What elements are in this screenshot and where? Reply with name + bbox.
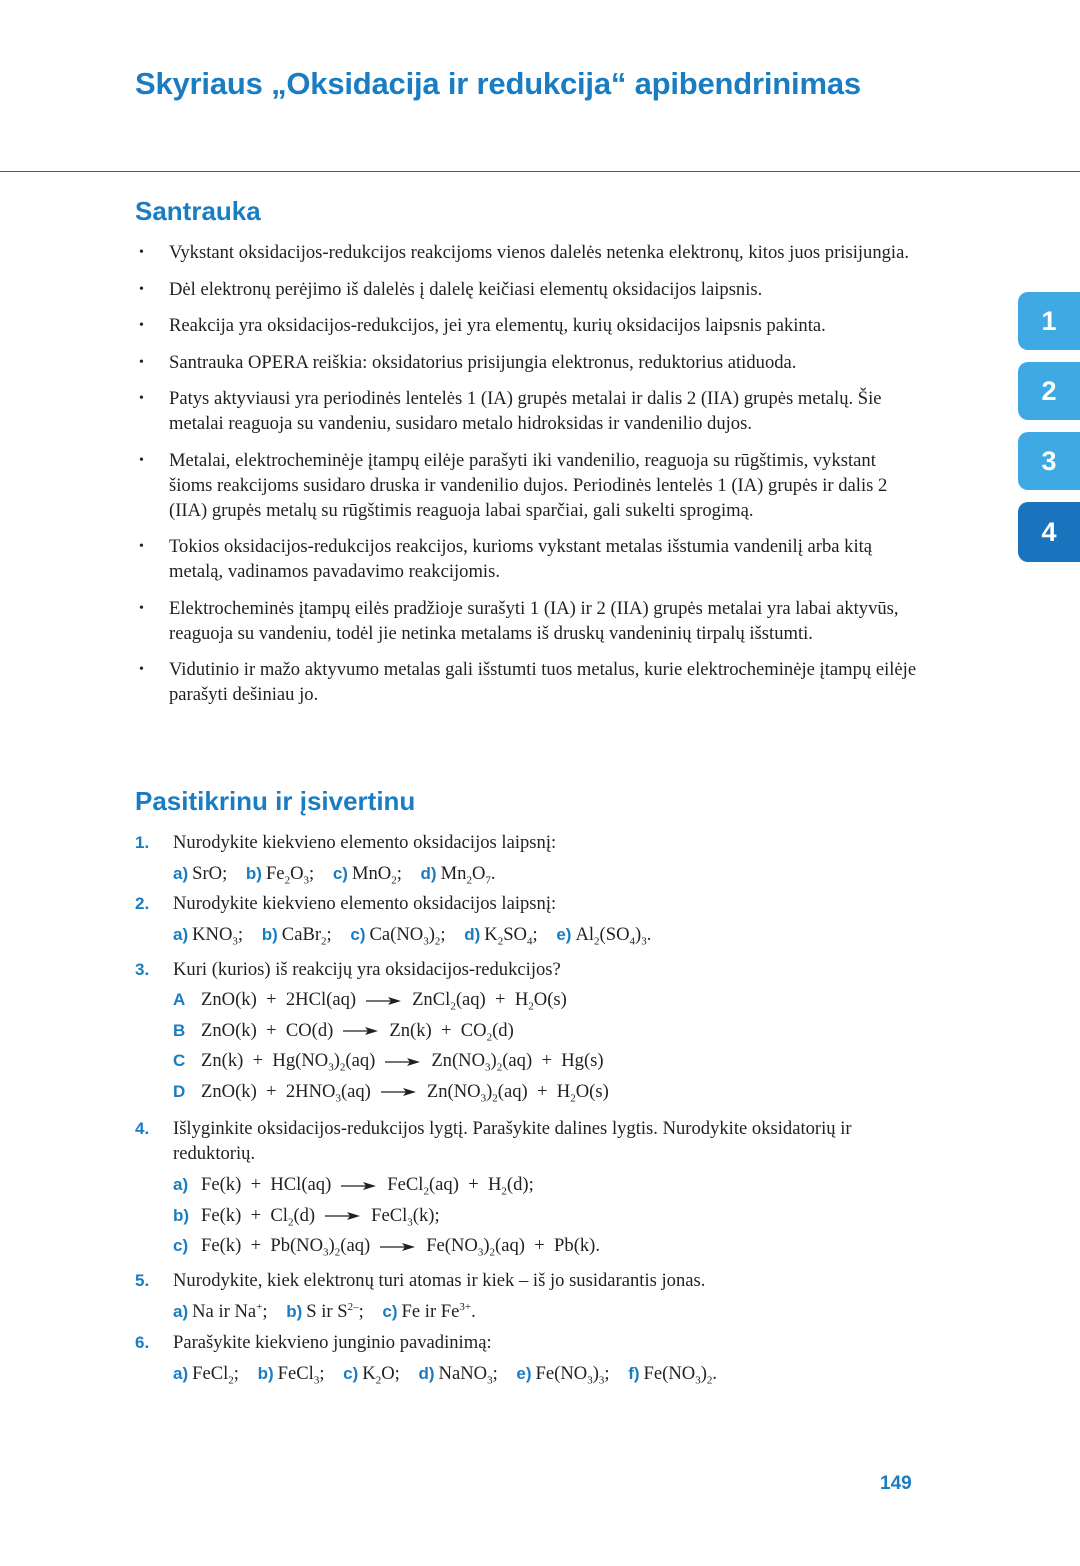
formula: S ir $S^{2-}$; <box>306 1300 364 1322</box>
equation-b <box>173 1203 925 1234</box>
question-number: 3. <box>135 960 150 979</box>
summary-bullet: • Elektrocheminės įtampų eilės pradžioje surašyti 1 (IA) ir 2 (IIA) grupės metalai yra labai aktyvūs, reaguoja su vandeniu, todėl jie netinka metalams iš druskų vandeninių tirpalų išstumti. <box>135 596 920 646</box>
chapter-tab-3[interactable]: 3 <box>1018 432 1080 490</box>
products: FeCl$_2$(aq) + $H_2(d)$; <box>387 1174 534 1198</box>
formula: FeCl$_3$; <box>277 1363 325 1387</box>
question-1 <box>135 830 925 886</box>
option-label: d) <box>418 1364 435 1383</box>
selfcheck-heading: Pasitikrinu ir įsivertinu <box>135 786 416 816</box>
summary-bullet: • Vidutinio ir mažo aktyvumo metalas gali išstumti tuos metalus, kurie elektrocheminėje įtampų eilėje parašyti dešiniau jo. <box>135 657 920 707</box>
summary-bullet: • Tokios oksidacijos-redukcijos reakcijos, kurioms vykstant metalas išstumia vandenilį arba kitą metalą, vadinamos pavadavimo reakcijomis. <box>135 534 920 584</box>
chapter-tab-1[interactable]: 1 <box>1018 292 1080 350</box>
reactants: $ZnO(k) + 2HNO_3(aq)$ <box>201 1080 371 1105</box>
reactants: Fe(k) + HCl(aq) <box>201 1174 332 1195</box>
option-label: d) <box>464 925 481 944</box>
formula: $Al_2(SO_4)_3$. <box>575 924 652 948</box>
reaction-arrow-icon <box>341 1181 377 1191</box>
option-label: c) <box>382 1302 398 1321</box>
formula: $K_2O$; <box>362 1363 400 1387</box>
summary-bullet: • Dėl elektronų perėjimo iš dalelės į dalelę keičiasi elementų oksidacijos laipsnis. <box>135 277 920 302</box>
option-label: c) <box>350 925 366 944</box>
formula: $KNO_3$; <box>192 924 244 948</box>
option-label: b) <box>245 864 262 883</box>
option-label: f) <box>628 1364 640 1383</box>
option-label: a) <box>173 1302 189 1321</box>
products: FeCl$_3$(k); <box>371 1204 440 1229</box>
reaction-option-a <box>173 987 925 1018</box>
question-6 <box>135 1330 925 1386</box>
formula: $Fe(NO_3)_3$; <box>535 1363 610 1387</box>
question-text: Parašykite kiekvieno junginio pavadinimą: <box>173 1332 492 1353</box>
question-number: 1. <box>135 833 150 852</box>
formula: MnO$_2$; <box>351 863 402 887</box>
formula: $K_2SO_4$; <box>484 924 538 948</box>
question-options <box>173 1299 925 1324</box>
question-text: Išlyginkite oksidacijos-redukcijos lygtį. Parašykite dalines lygtis. Nurodykite oksidatorių ir reduktorių. <box>173 1118 852 1164</box>
reaction-arrow-icon <box>366 996 402 1006</box>
question-text: Kuri (kurios) iš reakcijų yra oksidacijos-redukcijos? <box>173 959 561 980</box>
question-number: 5. <box>135 1271 150 1290</box>
option-label: e) <box>516 1364 532 1383</box>
formula: Fe ir $Fe^{3+}$. <box>401 1300 476 1322</box>
option-label: b) <box>286 1302 303 1321</box>
chapter-tab-4[interactable]: 4 <box>1018 502 1080 562</box>
equation-a <box>173 1172 925 1203</box>
question-text: Nurodykite, kiek elektronų turi atomas ir kiek – iš jo susidarantis jonas. <box>173 1270 706 1291</box>
option-label: b) <box>261 925 278 944</box>
option-label: c) <box>343 1364 359 1383</box>
question-options <box>173 1361 925 1386</box>
products: $Zn(k) + CO_2(d)$ <box>389 1019 514 1044</box>
option-label: a) <box>173 864 189 883</box>
summary-bullet: • Patys aktyviausi yra periodinės lentelės 1 (IA) grupės metalai ir dalis 2 (IIA) grupės metalų. Šie metalai reaguoja su vandeniu, susidaro metalo hidroksidas ir vandenilio dujos. <box>135 386 920 436</box>
option-label: c) <box>332 864 348 883</box>
reactants: $Zn(k) + Hg(NO_3)_2(aq)$ <box>201 1050 376 1074</box>
question-number: 4. <box>135 1119 150 1138</box>
reactants: ZnO(k) + 2HCl(aq) <box>201 989 357 1010</box>
option-label: A <box>173 990 186 1009</box>
question-text: Nurodykite kiekvieno elemento oksidacijos laipsnį: <box>173 832 557 853</box>
question-text: Nurodykite kiekvieno elemento oksidacijos laipsnį: <box>173 893 557 914</box>
summary-bullet: • Metalai, elektrocheminėje įtampų eilėje parašyti iki vandenilio, reaguoja su rūgštimis, vykstant šioms reakcijoms susidaro druska ir vandenilio dujos. Periodinės lentelės 1 (IA) grupės ir dalis 2 (IIA) grupės metalų su rūgštimis reaguoja labai sparčiai, gali sukelti sprogimą. <box>135 448 920 523</box>
header-divider <box>0 171 1080 172</box>
reaction-arrow-icon <box>325 1211 361 1221</box>
question-5 <box>135 1268 925 1324</box>
products: $Zn(NO_3)_2(aq) + H_2O(s)$ <box>426 1080 609 1105</box>
summary-list <box>135 240 920 719</box>
formula: CaBr$_2$; <box>281 924 332 948</box>
reaction-arrow-icon <box>343 1026 379 1036</box>
formula: $Mn_2O_7$. <box>440 863 496 887</box>
reaction-option-c <box>173 1048 925 1079</box>
question-2 <box>135 891 925 947</box>
equation-c <box>173 1233 925 1264</box>
reactants: $Fe(k) + Cl_2(d)$ <box>201 1204 316 1229</box>
option-label: e) <box>556 925 572 944</box>
formula: NaNO$_3$; <box>438 1363 498 1387</box>
question-options <box>173 861 925 886</box>
option-label: B <box>173 1020 186 1040</box>
page-title: Skyriaus „Oksidacija ir redukcija“ apibendrinimas <box>135 66 861 101</box>
option-label: d) <box>420 864 437 883</box>
option-label: c) <box>173 1236 189 1255</box>
reaction-arrow-icon <box>380 1242 416 1252</box>
reactants: ZnO(k) + CO(d) <box>201 1019 334 1041</box>
products: ZnCl$_2$(aq) + $H_2O(s)$ <box>412 989 567 1013</box>
question-options <box>173 922 925 947</box>
option-label: D <box>173 1081 186 1101</box>
reactants: $Fe(k) + Pb(NO_3)_2(aq)$ <box>201 1235 371 1259</box>
question-number: 6. <box>135 1333 150 1352</box>
reaction-option-d <box>173 1079 925 1110</box>
option-label: b) <box>173 1205 190 1225</box>
option-label: a) <box>173 1175 189 1194</box>
products: $Fe(NO_3)_2(aq) + Pb(k)$. <box>426 1235 601 1259</box>
formula: $Ca(NO_3)_2$; <box>369 924 446 948</box>
question-3 <box>135 957 925 1109</box>
option-label: a) <box>173 925 189 944</box>
question-4 <box>135 1116 925 1264</box>
reaction-arrow-icon <box>385 1057 421 1067</box>
summary-bullet: • Santrauka OPERA reiškia: oksidatorius prisijungia elektronus, reduktorius atiduoda. <box>135 350 920 375</box>
summary-bullet: • Vykstant oksidacijos-redukcijos reakcijoms vienos dalelės netenka elektronų, kitos juos prisijungia. <box>135 240 920 265</box>
formula: FeCl$_2$; <box>192 1363 239 1387</box>
products: $Zn(NO_3)_2(aq) + Hg(s)$ <box>431 1050 604 1074</box>
chapter-tab-2[interactable]: 2 <box>1018 362 1080 420</box>
formula: SrO; <box>192 863 228 884</box>
reaction-option-b <box>173 1018 925 1049</box>
page-number: 149 <box>880 1473 912 1494</box>
summary-bullet: • Reakcija yra oksidacijos-redukcijos, jei yra elementų, kurių oksidacijos laipsnis pakinta. <box>135 313 920 338</box>
option-label: a) <box>173 1364 189 1383</box>
summary-heading: Santrauka <box>135 196 261 226</box>
question-number: 2. <box>135 894 150 913</box>
formula: Na ir Na+; <box>192 1300 268 1322</box>
reaction-arrow-icon <box>381 1087 417 1097</box>
formula: $Fe_2O_3$; <box>265 863 315 887</box>
option-label: b) <box>257 1364 274 1383</box>
option-label: C <box>173 1051 186 1070</box>
formula: $Fe(NO_3)_2$. <box>643 1363 718 1387</box>
